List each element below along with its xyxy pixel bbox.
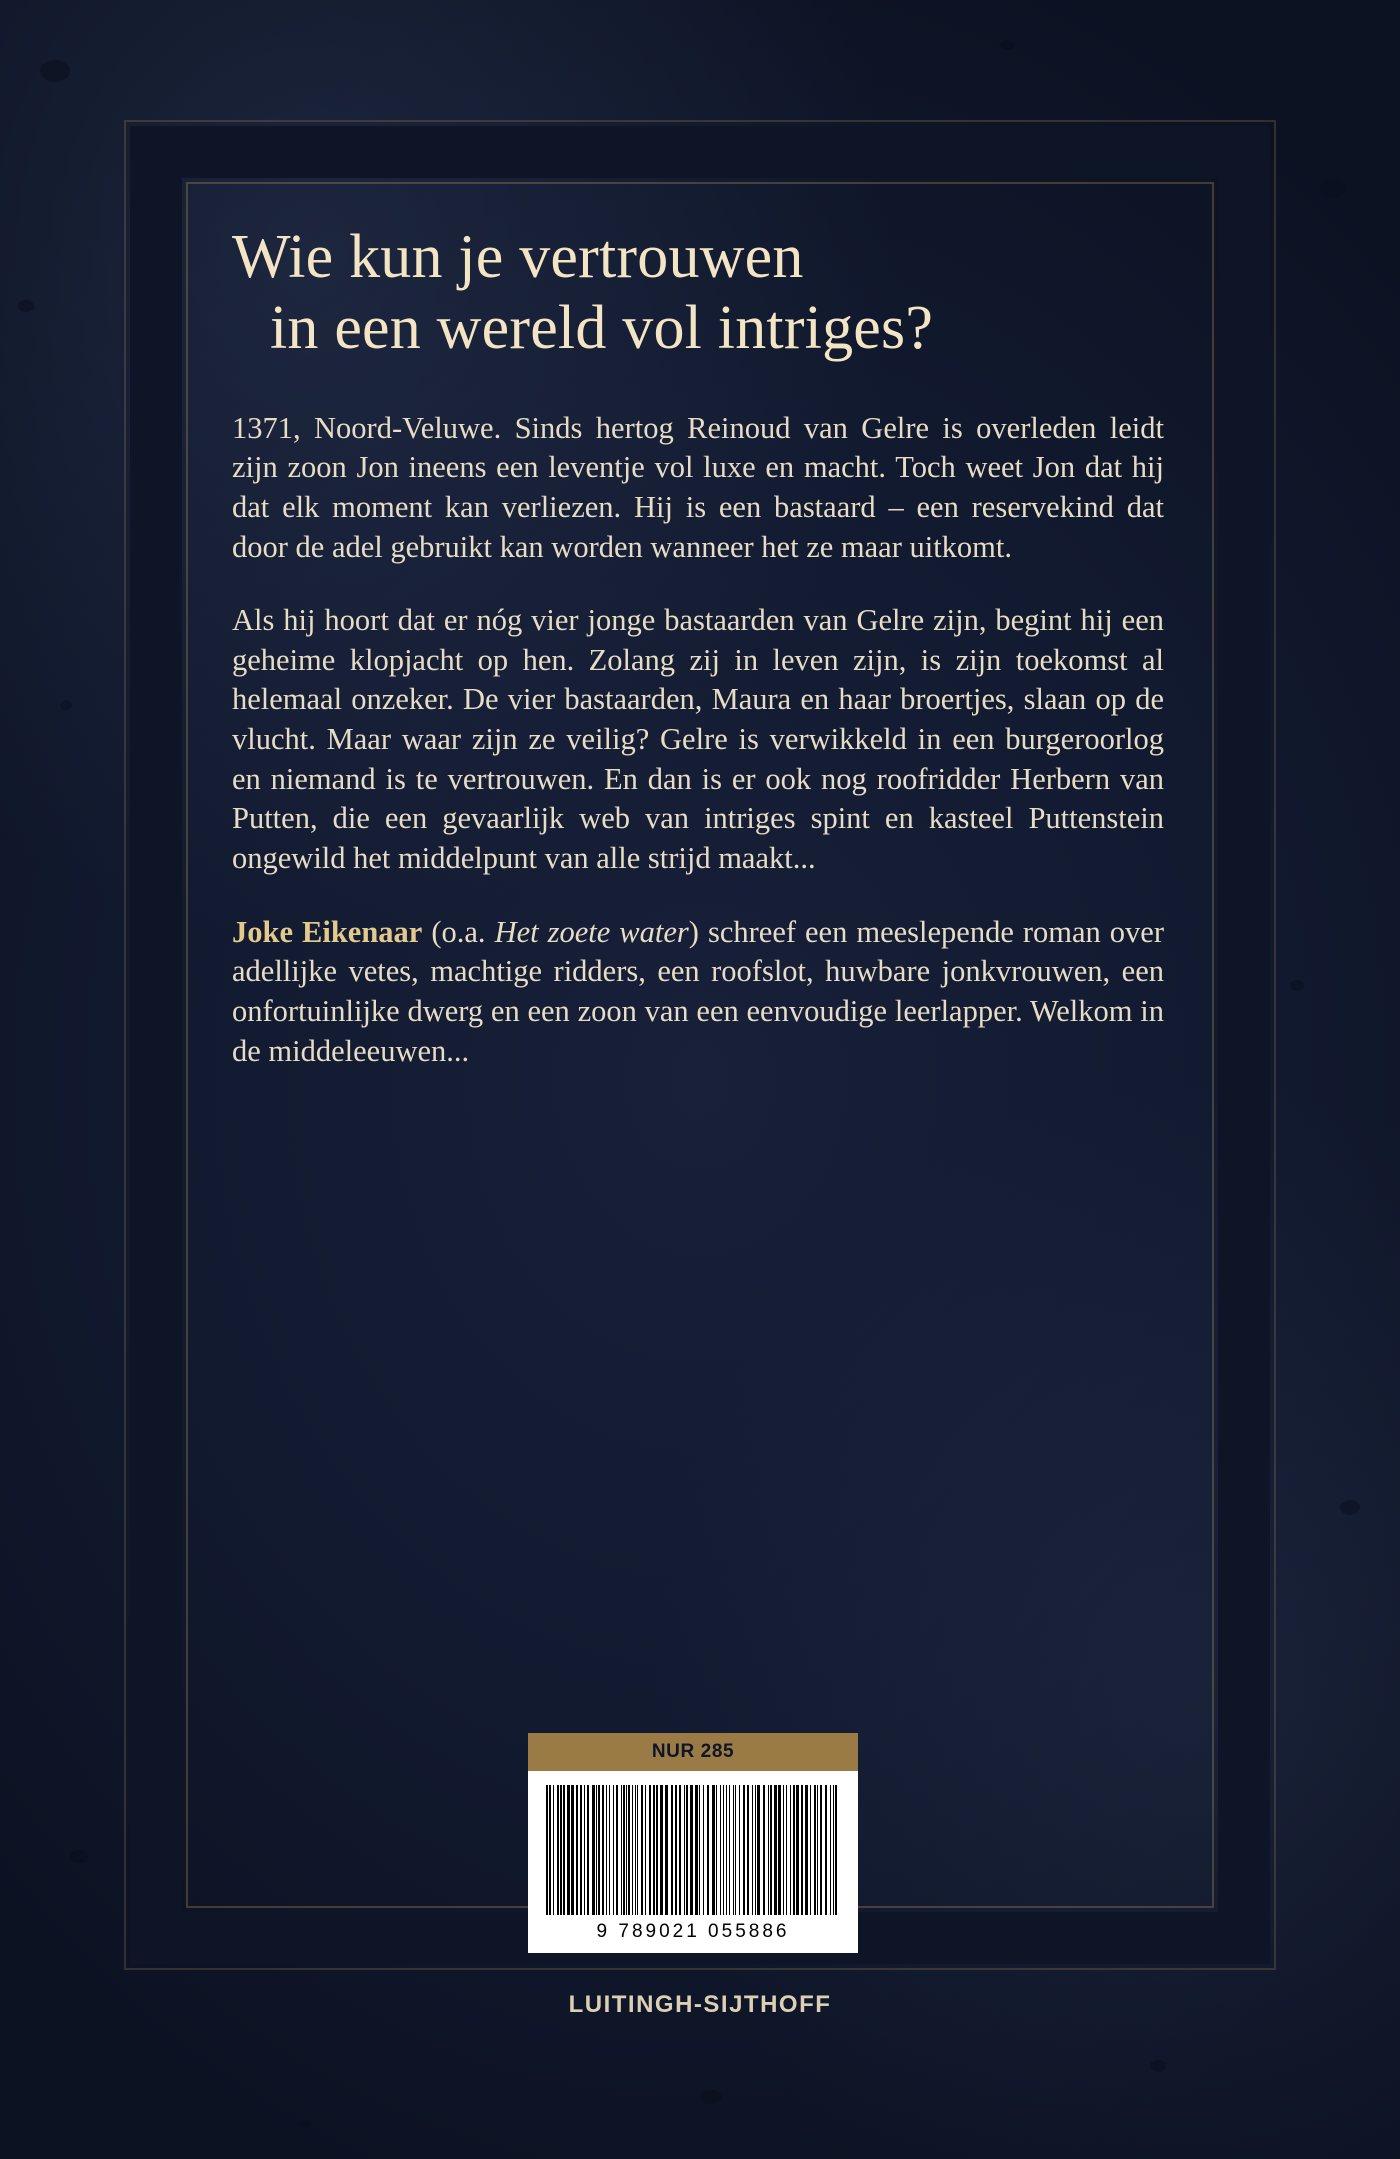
tagline-headline [232, 222, 1164, 365]
speckle [1150, 2060, 1166, 2072]
frame-band-left [130, 126, 182, 1964]
frame-band-top [130, 126, 1270, 178]
frame-band-right [1218, 126, 1270, 1964]
speckle [40, 60, 70, 82]
blurb-paragraph-3-rest: ) schreef een meeslepende roman over adellijke vetes, machtige ridders, een roofslot, huwbare jonkvrouwen, een onfortuinlijke dwerg en een zoon van een eenvoudige leerlapper. Welkom in de middeleeuwen... [232, 914, 1165, 1068]
isbn-number: 9 789021 055886 [528, 1921, 858, 1953]
speckle [700, 2090, 722, 2104]
speckle [1340, 1500, 1360, 1515]
nur-code-label: NUR 285 [528, 1733, 858, 1771]
speckle [300, 2120, 312, 2129]
back-cover-text-block [232, 222, 1164, 1071]
speckle [60, 700, 72, 710]
blurb-paragraph-2: Als hij hoort dat er nóg vier jonge bastaarden van Gelre zijn, begint hij een geheime klopjacht op hen. Zolang zij in leven zijn, is zijn toekomst al helemaal onzeker. De vier bastaarden, Maura en haar broertjes, slaan op de vlucht. Maar waar zijn ze veilig? Gelre is verwikkeld in een burgeroorlog en niemand is te vertrouwen. En dan is er ook nog roofridder Herbern van Putten, die een gevaarlijk web van intriges spint en kasteel Puttenstein ongewild het middelpunt van alle strijd maakt... [232, 603, 1164, 875]
publisher-name: LUITINGH-SIJTHOFF [568, 1991, 832, 2018]
previous-work-title: Het zoete water [494, 914, 689, 949]
barcode-block [528, 1733, 858, 1953]
speckle [1320, 180, 1346, 198]
speckle [1000, 40, 1014, 50]
tagline-line-2: in een wereld vol intriges? [270, 294, 934, 363]
speckle [70, 1850, 88, 1863]
tagline-line-1: Wie kun je vertrouwen [232, 223, 804, 291]
author-pre-title: (o.a. [422, 914, 495, 949]
speckle [18, 300, 34, 312]
speckle [1290, 980, 1304, 991]
blurb-paragraph-1: 1371, Noord-Veluwe. Sinds hertog Reinoud van Gelre is overleden leidt zijn zoon Jon ineens een leventje vol luxe en macht. Toch weet Jon dat hij dat elk moment kan verliezen. Hij is een bastaard – een reservekind dat door de adel gebruikt kan worden wanneer het ze maar uitkomt. [232, 410, 1164, 564]
author-name: Joke Eikenaar [232, 914, 423, 949]
barcode-space [837, 1785, 840, 1915]
barcode-bars [528, 1771, 858, 1921]
blurb-paragraph-3 [232, 913, 1164, 1072]
